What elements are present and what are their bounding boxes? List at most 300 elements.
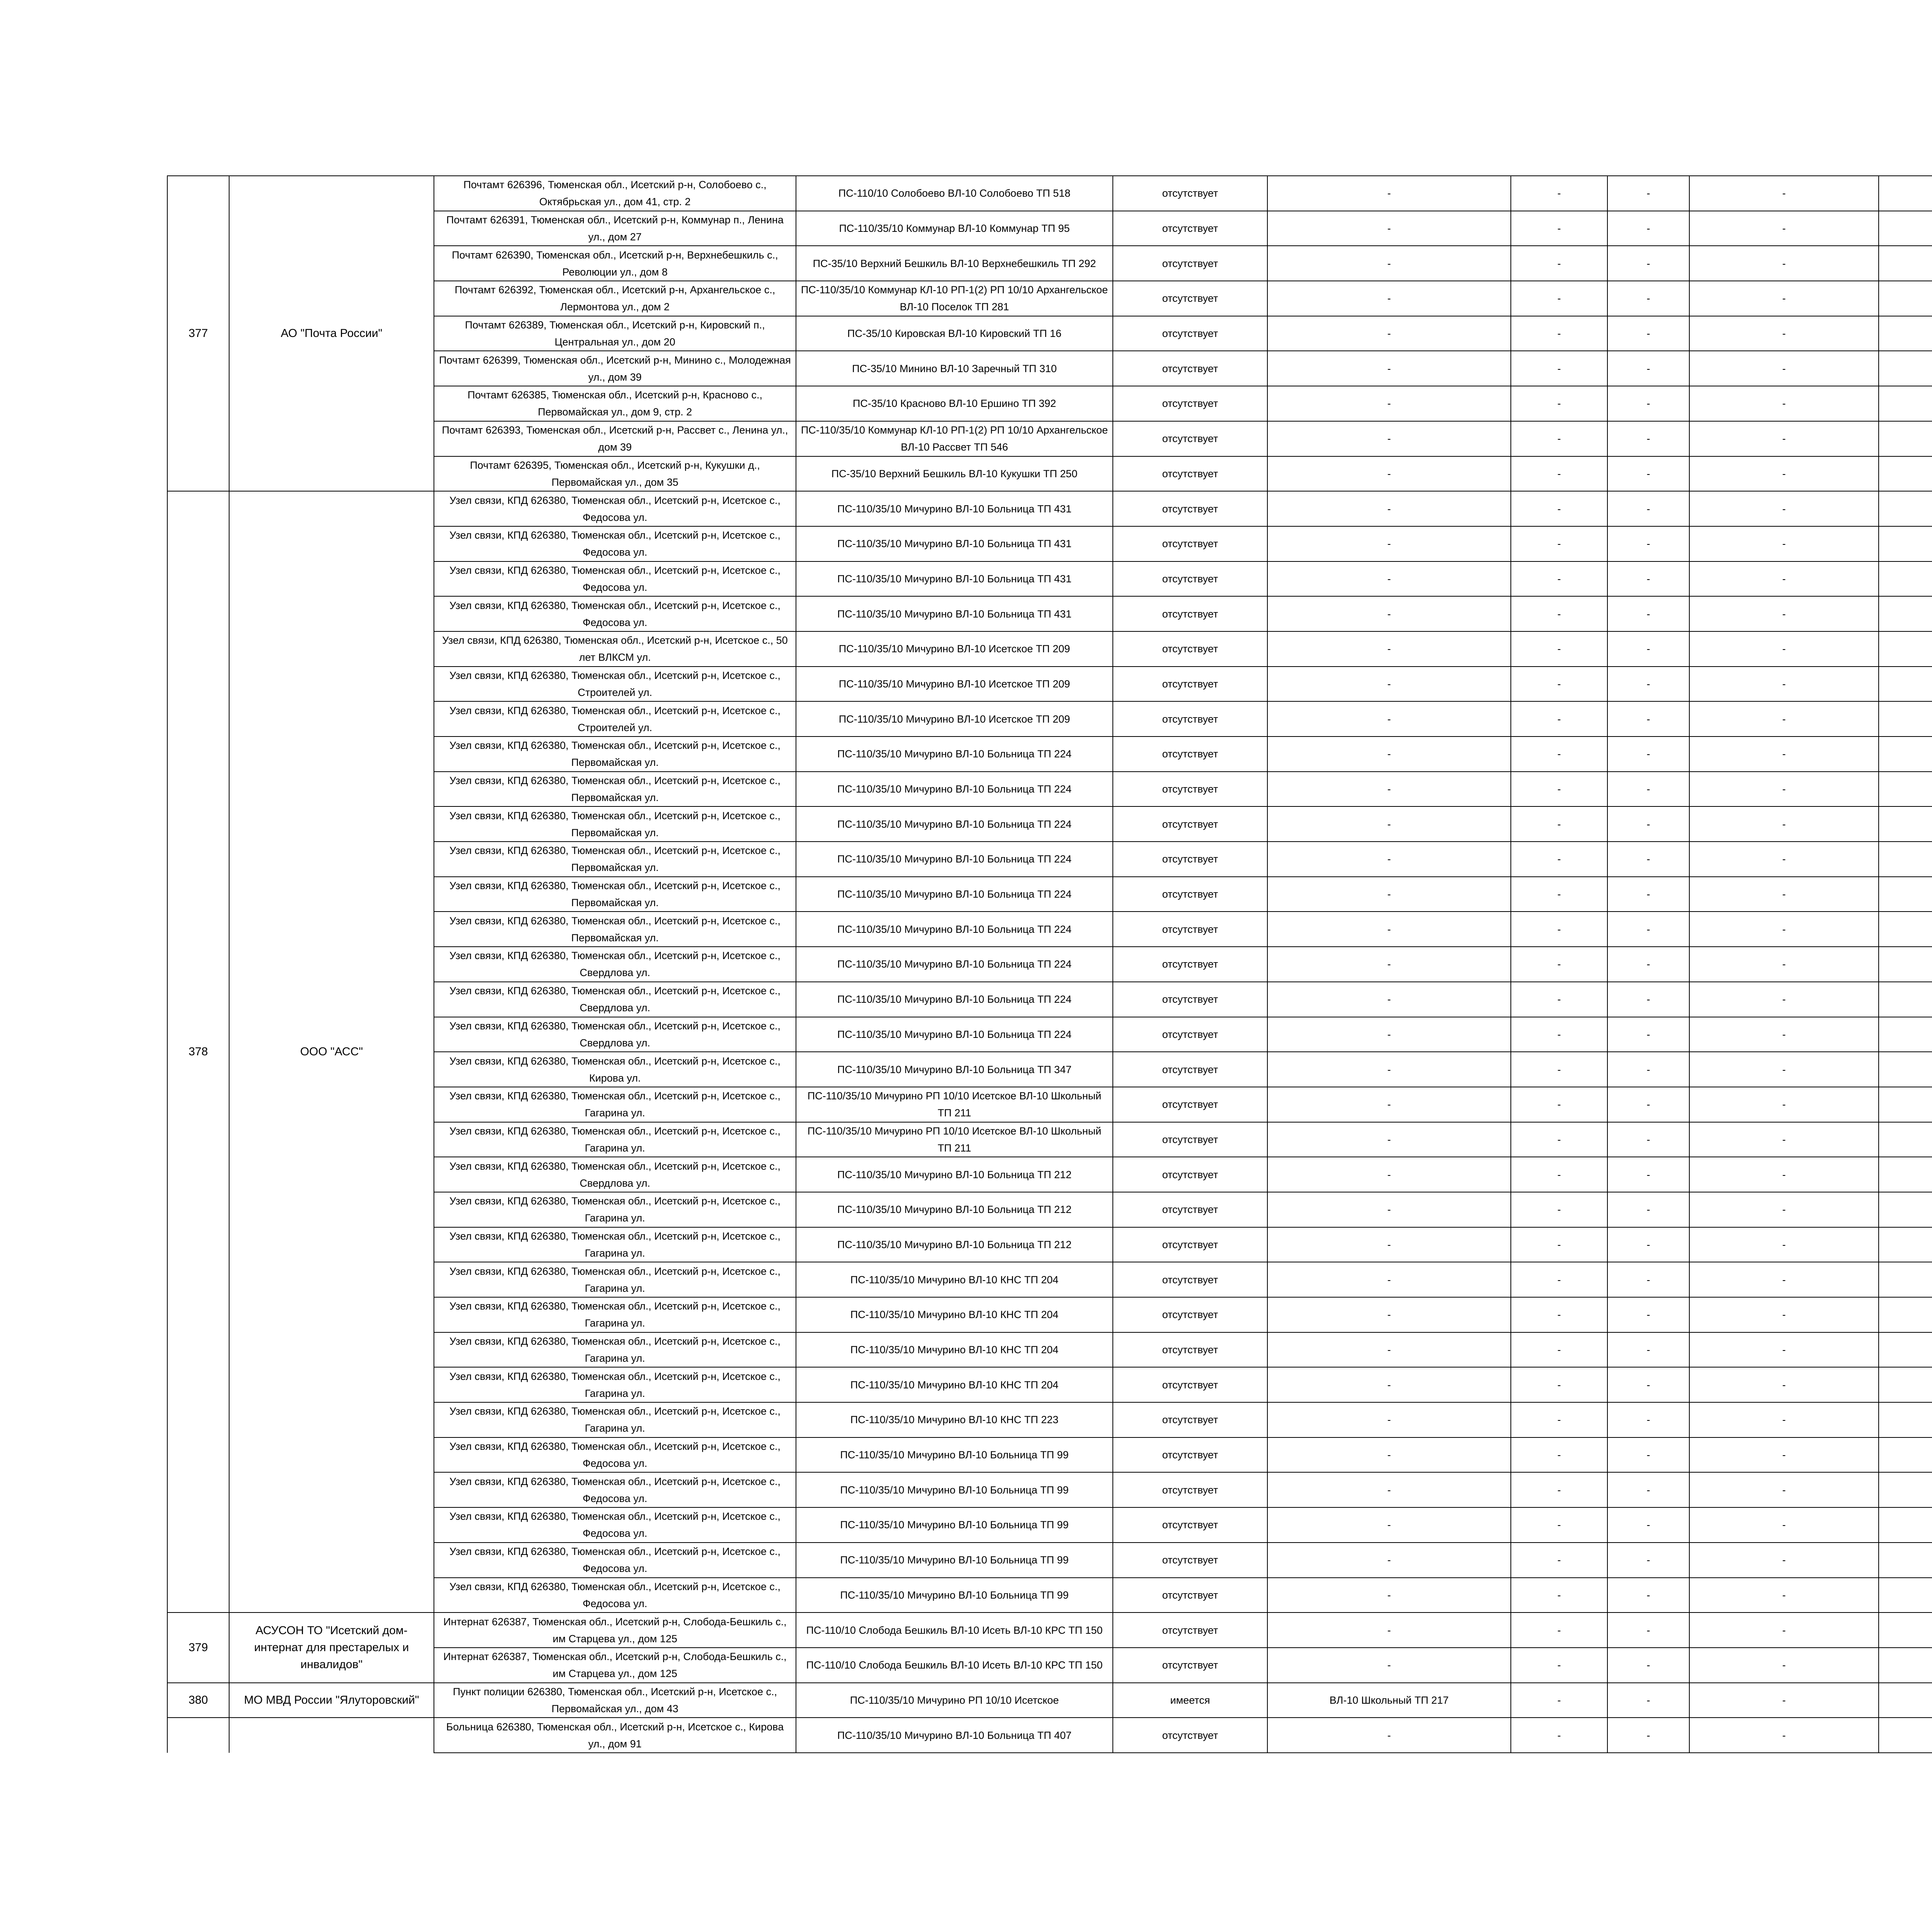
- object-address-cell: Почтамт 626385, Тюменская обл., Исетский р-н, Красново с., Первомайская ул., дом 9, стр. 2: [434, 386, 796, 421]
- col-8-cell: -: [1689, 667, 1879, 702]
- object-address-cell: Узел связи, КПД 626380, Тюменская обл., Исетский р-н, Исетское с., Первомайская ул.: [434, 877, 796, 912]
- col-6-cell: -: [1511, 351, 1607, 386]
- power-source-cell: ПС-110/35/10 Мичурино ВЛ-10 КНС ТП 204: [796, 1297, 1113, 1332]
- backup-status-cell: отсутствует: [1113, 1402, 1267, 1437]
- object-address-cell: Узел связи, КПД 626380, Тюменская обл., Исетский р-н, Исетское с., Гагарина ул.: [434, 1367, 796, 1402]
- reserve-source-cell: -: [1267, 1157, 1511, 1192]
- col-6-cell: -: [1511, 1332, 1607, 1368]
- object-address-cell: Узел связи, КПД 626380, Тюменская обл., Исетский р-н, Исетское с., Гагарина ул.: [434, 1402, 796, 1437]
- power-source-cell: ПС-110/35/10 Мичурино ВЛ-10 Больница ТП 212: [796, 1227, 1113, 1262]
- col-7-cell: -: [1607, 667, 1689, 702]
- col-9-cell: [1879, 351, 1932, 386]
- col-6-cell: -: [1511, 1648, 1607, 1683]
- reserve-source-cell: -: [1267, 246, 1511, 281]
- col-7-cell: -: [1607, 1087, 1689, 1122]
- object-address-cell: Узел связи, КПД 626380, Тюменская обл., Исетский р-н, Исетское с., Федосова ул.: [434, 491, 796, 526]
- col-8-cell: -: [1689, 1543, 1879, 1578]
- reserve-source-cell: -: [1267, 667, 1511, 702]
- object-address-cell: Узел связи, КПД 626380, Тюменская обл., Исетский р-н, Исетское с., Федосова ул.: [434, 561, 796, 597]
- col-9-cell: [1879, 1718, 1932, 1753]
- power-source-cell: ПС-110/35/10 Мичурино ВЛ-10 Исетское ТП 209: [796, 701, 1113, 737]
- reserve-source-cell: -: [1267, 947, 1511, 982]
- col-8-cell: -: [1689, 281, 1879, 316]
- backup-status-cell: отсутствует: [1113, 456, 1267, 492]
- col-9-cell: [1879, 912, 1932, 947]
- col-8-cell: -: [1689, 1192, 1879, 1227]
- reserve-source-cell: -: [1267, 211, 1511, 246]
- object-address-cell: Узел связи, КПД 626380, Тюменская обл., Исетский р-н, Исетское с., Гагарина ул.: [434, 1262, 796, 1297]
- backup-status-cell: отсутствует: [1113, 701, 1267, 737]
- col-7-cell: -: [1607, 982, 1689, 1017]
- col-6-cell: -: [1511, 842, 1607, 877]
- col-6-cell: -: [1511, 1578, 1607, 1613]
- power-source-cell: ПС-110/35/10 Мичурино ВЛ-10 Больница ТП 224: [796, 806, 1113, 842]
- backup-status-cell: отсутствует: [1113, 316, 1267, 351]
- col-7-cell: -: [1607, 631, 1689, 667]
- reserve-source-cell: -: [1267, 316, 1511, 351]
- backup-status-cell: отсутствует: [1113, 667, 1267, 702]
- col-6-cell: -: [1511, 701, 1607, 737]
- col-6-cell: -: [1511, 386, 1607, 421]
- col-9-cell: [1879, 281, 1932, 316]
- object-address-cell: Узел связи, КПД 626380, Тюменская обл., Исетский р-н, Исетское с., Федосова ул.: [434, 1578, 796, 1613]
- col-8-cell: -: [1689, 1332, 1879, 1368]
- col-6-cell: -: [1511, 561, 1607, 597]
- col-7-cell: -: [1607, 596, 1689, 631]
- col-7-cell: -: [1607, 1402, 1689, 1437]
- col-6-cell: -: [1511, 1017, 1607, 1052]
- object-address-cell: Почтамт 626389, Тюменская обл., Исетский р-н, Кировский п., Центральная ул., дом 20: [434, 316, 796, 351]
- col-8-cell: -: [1689, 1437, 1879, 1473]
- object-address-cell: Узел связи, КПД 626380, Тюменская обл., Исетский р-н, Исетское с., Гагарина ул.: [434, 1087, 796, 1122]
- backup-status-cell: отсутствует: [1113, 877, 1267, 912]
- col-9-cell: [1879, 1402, 1932, 1437]
- object-address-cell: Узел связи, КПД 626380, Тюменская обл., Исетский р-н, Исетское с., Гагарина ул.: [434, 1297, 796, 1332]
- reserve-source-cell: -: [1267, 596, 1511, 631]
- backup-status-cell: отсутствует: [1113, 1017, 1267, 1052]
- object-address-cell: Пункт полиции 626380, Тюменская обл., Исетский р-н, Исетское с., Первомайская ул., дом 43: [434, 1683, 796, 1718]
- backup-status-cell: отсутствует: [1113, 912, 1267, 947]
- col-8-cell: -: [1689, 1052, 1879, 1087]
- backup-status-cell: отсутствует: [1113, 281, 1267, 316]
- organization-cell: МО МВД России "Ялуторовский": [229, 1683, 434, 1718]
- col-7-cell: -: [1607, 1543, 1689, 1578]
- col-9-cell: [1879, 737, 1932, 772]
- col-7-cell: -: [1607, 386, 1689, 421]
- col-7-cell: -: [1607, 1613, 1689, 1648]
- power-source-cell: ПС-110/35/10 Мичурино ВЛ-10 Больница ТП 99: [796, 1507, 1113, 1543]
- reserve-source-cell: -: [1267, 1122, 1511, 1157]
- col-8-cell: -: [1689, 1718, 1879, 1753]
- reserve-source-cell: -: [1267, 1262, 1511, 1297]
- col-9-cell: [1879, 386, 1932, 421]
- col-7-cell: -: [1607, 1157, 1689, 1192]
- col-6-cell: -: [1511, 1367, 1607, 1402]
- power-source-cell: ПС-35/10 Красново ВЛ-10 Ершино ТП 392: [796, 386, 1113, 421]
- col-8-cell: -: [1689, 1227, 1879, 1262]
- reserve-source-cell: -: [1267, 1017, 1511, 1052]
- backup-status-cell: отсутствует: [1113, 1507, 1267, 1543]
- col-9-cell: [1879, 1437, 1932, 1473]
- power-source-cell: ПС-110/35/10 Мичурино ВЛ-10 Больница ТП 99: [796, 1437, 1113, 1473]
- col-7-cell: -: [1607, 842, 1689, 877]
- power-source-cell: ПС-110/35/10 Мичурино ВЛ-10 КНС ТП 204: [796, 1332, 1113, 1368]
- col-8-cell: -: [1689, 947, 1879, 982]
- col-7-cell: -: [1607, 877, 1689, 912]
- col-9-cell: [1879, 1262, 1932, 1297]
- backup-status-cell: отсутствует: [1113, 842, 1267, 877]
- col-6-cell: -: [1511, 1402, 1607, 1437]
- col-9-cell: [1879, 631, 1932, 667]
- col-8-cell: -: [1689, 1157, 1879, 1192]
- power-source-cell: ПС-110/35/10 Мичурино ВЛ-10 Больница ТП 431: [796, 526, 1113, 561]
- col-8-cell: -: [1689, 1017, 1879, 1052]
- group-number-cell: 379: [167, 1613, 229, 1682]
- col-8-cell: -: [1689, 386, 1879, 421]
- col-7-cell: -: [1607, 281, 1689, 316]
- object-address-cell: Узел связи, КПД 626380, Тюменская обл., Исетский р-н, Исетское с., Первомайская ул.: [434, 806, 796, 842]
- col-7-cell: -: [1607, 1718, 1689, 1753]
- object-address-cell: Узел связи, КПД 626380, Тюменская обл., Исетский р-н, Исетское с., Гагарина ул.: [434, 1192, 796, 1227]
- backup-status-cell: отсутствует: [1113, 1227, 1267, 1262]
- backup-status-cell: отсутствует: [1113, 1262, 1267, 1297]
- col-7-cell: -: [1607, 1262, 1689, 1297]
- object-address-cell: Почтамт 626392, Тюменская обл., Исетский р-н, Архангельское с., Лермонтова ул., дом 2: [434, 281, 796, 316]
- col-9-cell: [1879, 1683, 1932, 1718]
- reserve-source-cell: -: [1267, 1367, 1511, 1402]
- col-9-cell: [1879, 211, 1932, 246]
- col-8-cell: -: [1689, 1122, 1879, 1157]
- col-6-cell: -: [1511, 1507, 1607, 1543]
- col-7-cell: -: [1607, 351, 1689, 386]
- backup-status-cell: отсутствует: [1113, 1718, 1267, 1753]
- backup-status-cell: отсутствует: [1113, 982, 1267, 1017]
- reserve-source-cell: -: [1267, 701, 1511, 737]
- object-address-cell: Узел связи, КПД 626380, Тюменская обл., Исетский р-н, Исетское с., Федосова ул.: [434, 1437, 796, 1473]
- col-9-cell: [1879, 701, 1932, 737]
- organization-cell: АО "Почта России": [229, 176, 434, 491]
- table-row: [167, 491, 1932, 526]
- col-9-cell: [1879, 1507, 1932, 1543]
- col-9-cell: [1879, 456, 1932, 492]
- reserve-source-cell: -: [1267, 1613, 1511, 1648]
- col-7-cell: -: [1607, 1192, 1689, 1227]
- backup-status-cell: отсутствует: [1113, 596, 1267, 631]
- table-row: [167, 176, 1932, 211]
- col-7-cell: -: [1607, 1648, 1689, 1683]
- col-6-cell: -: [1511, 1297, 1607, 1332]
- reserve-source-cell: -: [1267, 912, 1511, 947]
- object-address-cell: Узел связи, КПД 626380, Тюменская обл., Исетский р-н, Исетское с., Строителей ул.: [434, 701, 796, 737]
- col-9-cell: [1879, 316, 1932, 351]
- reserve-source-cell: -: [1267, 1087, 1511, 1122]
- object-address-cell: Узел связи, КПД 626380, Тюменская обл., Исетский р-н, Исетское с., Свердлова ул.: [434, 1017, 796, 1052]
- col-6-cell: -: [1511, 281, 1607, 316]
- col-8-cell: -: [1689, 176, 1879, 211]
- power-source-cell: ПС-35/10 Кировская ВЛ-10 Кировский ТП 16: [796, 316, 1113, 351]
- col-9-cell: [1879, 1052, 1932, 1087]
- col-9-cell: [1879, 1367, 1932, 1402]
- col-8-cell: -: [1689, 1297, 1879, 1332]
- power-source-cell: ПС-110/35/10 Мичурино ВЛ-10 КНС ТП 204: [796, 1262, 1113, 1297]
- col-7-cell: -: [1607, 246, 1689, 281]
- col-9-cell: [1879, 772, 1932, 807]
- object-address-cell: Узел связи, КПД 626380, Тюменская обл., Исетский р-н, Исетское с., Строителей ул.: [434, 667, 796, 702]
- power-source-cell: ПС-110/35/10 Мичурино ВЛ-10 Больница ТП 224: [796, 842, 1113, 877]
- power-source-cell: ПС-110/35/10 Мичурино ВЛ-10 Больница ТП 224: [796, 737, 1113, 772]
- backup-status-cell: отсутствует: [1113, 561, 1267, 597]
- reserve-source-cell: -: [1267, 1718, 1511, 1753]
- power-source-cell: ПС-110/35/10 Мичурино ВЛ-10 КНС ТП 223: [796, 1402, 1113, 1437]
- col-8-cell: -: [1689, 1472, 1879, 1507]
- col-8-cell: -: [1689, 456, 1879, 492]
- power-source-cell: ПС-110/35/10 Мичурино ВЛ-10 Больница ТП 212: [796, 1192, 1113, 1227]
- col-6-cell: -: [1511, 947, 1607, 982]
- power-source-cell: ПС-110/35/10 Мичурино ВЛ-10 Больница ТП 347: [796, 1052, 1113, 1087]
- power-source-cell: ПС-110/35/10 Мичурино ВЛ-10 Больница ТП 99: [796, 1578, 1113, 1613]
- power-source-cell: ПС-35/10 Верхний Бешкиль ВЛ-10 Кукушки ТП 250: [796, 456, 1113, 492]
- object-address-cell: Почтамт 626393, Тюменская обл., Исетский р-н, Рассвет с., Ленина ул., дом 39: [434, 421, 796, 456]
- power-source-cell: ПС-110/35/10 Коммунар КЛ-10 РП-1(2) РП 10/10 Архангельское ВЛ-10 Поселок ТП 281: [796, 281, 1113, 316]
- col-6-cell: -: [1511, 1472, 1607, 1507]
- col-8-cell: -: [1689, 877, 1879, 912]
- reserve-source-cell: -: [1267, 772, 1511, 807]
- col-6-cell: -: [1511, 737, 1607, 772]
- object-address-cell: Почтамт 626395, Тюменская обл., Исетский р-н, Кукушки д., Первомайская ул., дом 35: [434, 456, 796, 492]
- col-8-cell: -: [1689, 246, 1879, 281]
- backup-status-cell: отсутствует: [1113, 1122, 1267, 1157]
- col-7-cell: -: [1607, 1017, 1689, 1052]
- col-9-cell: [1879, 842, 1932, 877]
- col-6-cell: -: [1511, 772, 1607, 807]
- object-address-cell: Узел связи, КПД 626380, Тюменская обл., Исетский р-н, Исетское с., Гагарина ул.: [434, 1227, 796, 1262]
- object-address-cell: Почтамт 626399, Тюменская обл., Исетский р-н, Минино с., Молодежная ул., дом 39: [434, 351, 796, 386]
- power-source-cell: ПС-110/35/10 Мичурино ВЛ-10 Больница ТП 99: [796, 1472, 1113, 1507]
- col-9-cell: [1879, 1297, 1932, 1332]
- power-source-cell: ПС-110/35/10 Мичурино ВЛ-10 Исетское ТП 209: [796, 667, 1113, 702]
- power-source-cell: ПС-110/35/10 Мичурино ВЛ-10 Больница ТП 431: [796, 596, 1113, 631]
- backup-status-cell: отсутствует: [1113, 1472, 1267, 1507]
- object-address-cell: Узел связи, КПД 626380, Тюменская обл., Исетский р-н, Исетское с., Кирова ул.: [434, 1052, 796, 1087]
- col-7-cell: -: [1607, 1052, 1689, 1087]
- col-9-cell: [1879, 877, 1932, 912]
- col-8-cell: -: [1689, 772, 1879, 807]
- backup-status-cell: отсутствует: [1113, 806, 1267, 842]
- col-9-cell: [1879, 1543, 1932, 1578]
- col-7-cell: -: [1607, 1332, 1689, 1368]
- object-address-cell: Узел связи, КПД 626380, Тюменская обл., Исетский р-н, Исетское с., Свердлова ул.: [434, 982, 796, 1017]
- col-6-cell: -: [1511, 1543, 1607, 1578]
- power-source-cell: ПС-110/35/10 Мичурино ВЛ-10 Больница ТП 407: [796, 1718, 1113, 1753]
- power-source-cell: ПС-110/35/10 Мичурино ВЛ-10 Больница ТП 212: [796, 1157, 1113, 1192]
- backup-status-cell: отсутствует: [1113, 1157, 1267, 1192]
- col-7-cell: -: [1607, 1122, 1689, 1157]
- col-7-cell: -: [1607, 1297, 1689, 1332]
- col-6-cell: -: [1511, 246, 1607, 281]
- col-8-cell: -: [1689, 596, 1879, 631]
- col-6-cell: -: [1511, 316, 1607, 351]
- col-9-cell: [1879, 176, 1932, 211]
- power-source-cell: ПС-110/35/10 Коммунар КЛ-10 РП-1(2) РП 10/10 Архангельское ВЛ-10 Рассвет ТП 546: [796, 421, 1113, 456]
- reserve-source-cell: -: [1267, 1192, 1511, 1227]
- col-8-cell: -: [1689, 561, 1879, 597]
- col-9-cell: [1879, 1472, 1932, 1507]
- col-8-cell: -: [1689, 806, 1879, 842]
- col-7-cell: -: [1607, 1683, 1689, 1718]
- col-8-cell: -: [1689, 211, 1879, 246]
- col-7-cell: -: [1607, 421, 1689, 456]
- col-7-cell: -: [1607, 316, 1689, 351]
- col-8-cell: -: [1689, 1402, 1879, 1437]
- col-7-cell: -: [1607, 1227, 1689, 1262]
- col-6-cell: -: [1511, 421, 1607, 456]
- organization-cell: АСУСОН ТО "Исетский дом-интернат для престарелых и инвалидов": [229, 1613, 434, 1682]
- group-number-cell: 378: [167, 491, 229, 1613]
- reserve-source-cell: -: [1267, 806, 1511, 842]
- object-address-cell: Интернат 626387, Тюменская обл., Исетский р-н, Слобода-Бешкиль с., им Старцева ул., дом 125: [434, 1613, 796, 1648]
- power-source-cell: ПС-110/35/10 Мичурино ВЛ-10 Больница ТП 224: [796, 877, 1113, 912]
- col-6-cell: -: [1511, 491, 1607, 526]
- power-source-cell: ПС-110/35/10 Мичурино ВЛ-10 Больница ТП 99: [796, 1543, 1113, 1578]
- col-9-cell: [1879, 982, 1932, 1017]
- power-source-cell: ПС-110/35/10 Коммунар ВЛ-10 Коммунар ТП 95: [796, 211, 1113, 246]
- col-9-cell: [1879, 1613, 1932, 1648]
- col-8-cell: -: [1689, 1613, 1879, 1648]
- col-9-cell: [1879, 1332, 1932, 1368]
- reserve-source-cell: -: [1267, 561, 1511, 597]
- power-source-cell: ПС-110/10 Солобоево ВЛ-10 Солобоево ТП 518: [796, 176, 1113, 211]
- backup-status-cell: отсутствует: [1113, 631, 1267, 667]
- power-source-cell: ПС-110/35/10 Мичурино РП 10/10 Исетское ВЛ-10 Школьный ТП 211: [796, 1122, 1113, 1157]
- object-address-cell: Узел связи, КПД 626380, Тюменская обл., Исетский р-н, Исетское с., Свердлова ул.: [434, 947, 796, 982]
- col-7-cell: -: [1607, 1507, 1689, 1543]
- col-8-cell: -: [1689, 737, 1879, 772]
- backup-status-cell: отсутствует: [1113, 1543, 1267, 1578]
- reserve-source-cell: -: [1267, 176, 1511, 211]
- col-8-cell: -: [1689, 701, 1879, 737]
- object-address-cell: Почтамт 626391, Тюменская обл., Исетский р-н, Коммунар п., Ленина ул., дом 27: [434, 211, 796, 246]
- reserve-source-cell: -: [1267, 842, 1511, 877]
- col-6-cell: -: [1511, 596, 1607, 631]
- col-8-cell: -: [1689, 631, 1879, 667]
- object-address-cell: Интернат 626387, Тюменская обл., Исетский р-н, Слобода-Бешкиль с., им Старцева ул., дом 125: [434, 1648, 796, 1683]
- object-address-cell: Больница 626380, Тюменская обл., Исетский р-н, Исетское с., Кирова ул., дом 91: [434, 1718, 796, 1753]
- power-source-cell: ПС-110/35/10 Мичурино ВЛ-10 Больница ТП 224: [796, 1017, 1113, 1052]
- backup-status-cell: отсутствует: [1113, 1578, 1267, 1613]
- object-address-cell: Узел связи, КПД 626380, Тюменская обл., Исетский р-н, Исетское с., Первомайская ул.: [434, 737, 796, 772]
- object-address-cell: Узел связи, КПД 626380, Тюменская обл., Исетский р-н, Исетское с., Федосова ул.: [434, 1472, 796, 1507]
- backup-status-cell: отсутствует: [1113, 176, 1267, 211]
- col-6-cell: -: [1511, 1192, 1607, 1227]
- col-8-cell: -: [1689, 526, 1879, 561]
- backup-status-cell: отсутствует: [1113, 1192, 1267, 1227]
- col-6-cell: -: [1511, 1087, 1607, 1122]
- reserve-source-cell: -: [1267, 456, 1511, 492]
- object-address-cell: Узел связи, КПД 626380, Тюменская обл., Исетский р-н, Исетское с., Федосова ул.: [434, 596, 796, 631]
- backup-status-cell: отсутствует: [1113, 246, 1267, 281]
- power-source-cell: ПС-110/35/10 Мичурино ВЛ-10 Больница ТП 431: [796, 491, 1113, 526]
- power-source-cell: ПС-110/35/10 Мичурино ВЛ-10 Больница ТП 431: [796, 561, 1113, 597]
- power-source-cell: ПС-110/35/10 Мичурино ВЛ-10 Больница ТП 224: [796, 912, 1113, 947]
- col-7-cell: -: [1607, 1472, 1689, 1507]
- reserve-source-cell: -: [1267, 1227, 1511, 1262]
- power-source-cell: ПС-110/35/10 Мичурино ВЛ-10 КНС ТП 204: [796, 1367, 1113, 1402]
- object-address-cell: Узел связи, КПД 626380, Тюменская обл., Исетский р-н, Исетское с., Первомайская ул.: [434, 912, 796, 947]
- backup-status-cell: отсутствует: [1113, 1613, 1267, 1648]
- backup-status-cell: отсутствует: [1113, 421, 1267, 456]
- col-7-cell: -: [1607, 491, 1689, 526]
- col-8-cell: -: [1689, 1087, 1879, 1122]
- col-8-cell: -: [1689, 351, 1879, 386]
- col-6-cell: -: [1511, 176, 1607, 211]
- reserve-source-cell: -: [1267, 877, 1511, 912]
- group-number-cell: [167, 1718, 229, 1753]
- reserve-source-cell: -: [1267, 982, 1511, 1017]
- backup-status-cell: отсутствует: [1113, 1367, 1267, 1402]
- object-address-cell: Почтамт 626390, Тюменская обл., Исетский р-н, Верхнебешкиль с., Революции ул., дом 8: [434, 246, 796, 281]
- col-6-cell: -: [1511, 667, 1607, 702]
- col-9-cell: [1879, 1122, 1932, 1157]
- object-address-cell: Узел связи, КПД 626380, Тюменская обл., Исетский р-н, Исетское с., Гагарина ул.: [434, 1122, 796, 1157]
- reserve-source-cell: -: [1267, 1543, 1511, 1578]
- table-row: [167, 1683, 1932, 1718]
- col-7-cell: -: [1607, 176, 1689, 211]
- col-9-cell: [1879, 491, 1932, 526]
- object-address-cell: Узел связи, КПД 626380, Тюменская обл., Исетский р-н, Исетское с., Первомайская ул.: [434, 842, 796, 877]
- group-number-cell: 380: [167, 1683, 229, 1718]
- col-7-cell: -: [1607, 1437, 1689, 1473]
- col-9-cell: [1879, 246, 1932, 281]
- reserve-source-cell: -: [1267, 491, 1511, 526]
- object-address-cell: Узел связи, КПД 626380, Тюменская обл., Исетский р-н, Исетское с., Федосова ул.: [434, 526, 796, 561]
- col-6-cell: -: [1511, 1437, 1607, 1473]
- backup-status-cell: отсутствует: [1113, 1297, 1267, 1332]
- reserve-source-cell: -: [1267, 386, 1511, 421]
- object-address-cell: Узел связи, КПД 626380, Тюменская обл., Исетский р-н, Исетское с., Первомайская ул.: [434, 772, 796, 807]
- col-6-cell: -: [1511, 1613, 1607, 1648]
- col-7-cell: -: [1607, 772, 1689, 807]
- col-9-cell: [1879, 667, 1932, 702]
- col-7-cell: -: [1607, 561, 1689, 597]
- reserve-source-cell: -: [1267, 1402, 1511, 1437]
- col-9-cell: [1879, 1157, 1932, 1192]
- col-6-cell: -: [1511, 982, 1607, 1017]
- col-7-cell: -: [1607, 806, 1689, 842]
- power-source-cell: ПС-35/10 Верхний Бешкиль ВЛ-10 Верхнебешкиль ТП 292: [796, 246, 1113, 281]
- organization-cell: [229, 1718, 434, 1753]
- col-8-cell: -: [1689, 1578, 1879, 1613]
- col-9-cell: [1879, 421, 1932, 456]
- object-address-cell: Узел связи, КПД 626380, Тюменская обл., Исетский р-н, Исетское с., Свердлова ул.: [434, 1157, 796, 1192]
- col-8-cell: -: [1689, 1507, 1879, 1543]
- organization-cell: ООО "АСС": [229, 491, 434, 1613]
- backup-status-cell: отсутствует: [1113, 1087, 1267, 1122]
- col-6-cell: -: [1511, 1718, 1607, 1753]
- reserve-source-cell: ВЛ-10 Школьный ТП 217: [1267, 1683, 1511, 1718]
- registry-table: [167, 175, 1932, 1753]
- reserve-source-cell: -: [1267, 1578, 1511, 1613]
- col-7-cell: -: [1607, 701, 1689, 737]
- group-number-cell: 377: [167, 176, 229, 491]
- col-7-cell: -: [1607, 912, 1689, 947]
- col-9-cell: [1879, 947, 1932, 982]
- reserve-source-cell: -: [1267, 281, 1511, 316]
- col-6-cell: -: [1511, 1683, 1607, 1718]
- reserve-source-cell: -: [1267, 526, 1511, 561]
- table-row: [167, 1613, 1932, 1648]
- col-7-cell: -: [1607, 526, 1689, 561]
- col-9-cell: [1879, 526, 1932, 561]
